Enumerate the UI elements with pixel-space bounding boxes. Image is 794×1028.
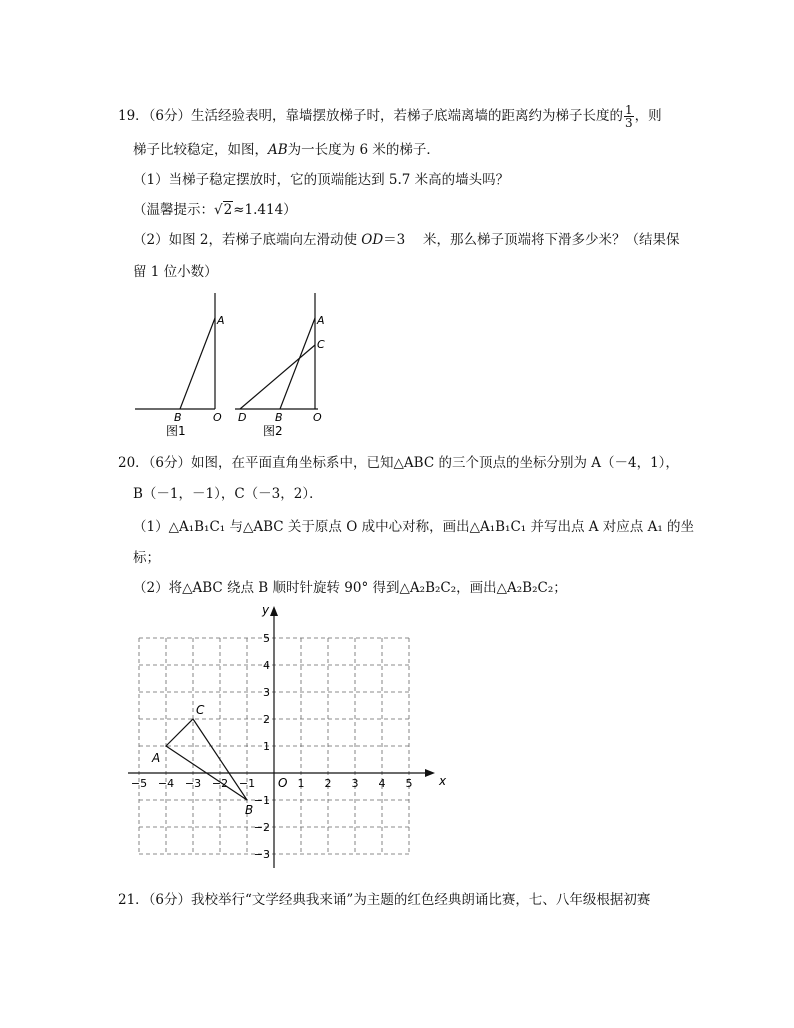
x-axis-arrow — [425, 769, 435, 777]
y-tick-label: 5 — [263, 632, 270, 645]
x-axis-label: x — [439, 774, 447, 788]
fig2-label-B: B — [275, 411, 283, 424]
fig1-ladder — [180, 318, 215, 409]
q19-number: 19．（6分） — [118, 108, 192, 124]
fig1-label-A: A — [217, 314, 225, 327]
point-label-A: A — [152, 751, 161, 765]
fig2-label-A: A — [317, 314, 325, 327]
q20-part2: （2）将△ABC 绕点 B 顺时针旋转 90° 得到△A₂B₂C₂，画出△A₂B₂C₂； — [133, 580, 567, 596]
q19-fraction: $\frac{1}{3}$ — [625, 103, 633, 130]
x-tick-label: 3 — [351, 777, 359, 790]
x-tick-label: 1 — [297, 777, 305, 790]
figure-1 — [135, 293, 215, 409]
q20-part1-cont: 标； — [133, 550, 160, 566]
y-axis-arrow — [270, 606, 278, 616]
y-tick-label: 1 — [263, 740, 270, 753]
x-tick-label: −3 — [184, 777, 202, 790]
fig1-label-O: O — [213, 411, 222, 424]
q19-line1 — [118, 104, 662, 129]
point-label-C: C — [196, 703, 205, 717]
q20-part1: （1）△A₁B₁C₁ 与△ABC 关于原点 O 成中心对称，画出△A₁B₁C₁ 并写出点 A 对应点 A₁ 的坐 — [133, 519, 695, 535]
y-tick-label: −3 — [253, 848, 270, 861]
fig1-caption: 图1 — [166, 424, 186, 438]
q20-line2: B（－1，－1），C（－3，2）． — [133, 486, 323, 502]
y-tick-label: 2 — [263, 713, 270, 726]
q21-number: 21．（6分） — [118, 892, 192, 908]
q19-intro-b: ，则 — [634, 108, 662, 124]
x-tick-label: −4 — [157, 777, 175, 790]
q19-intro-a: 生活经验表明，靠墙摆放梯子时，若梯子底端离墙的距离约为梯子长度的 — [191, 108, 624, 124]
triangle-abc — [166, 719, 247, 800]
q21-line1: 21．（6分）我校举行“文学经典我来诵”为主题的红色经典朗诵比赛，七、八年级根据初赛 — [118, 892, 651, 908]
x-tick-label: −1 — [238, 777, 256, 790]
q20-number: 20．（6分） — [118, 455, 192, 471]
q19-line2: 梯子比较稳定，如图，AB为一长度为 6 米的梯子． — [133, 142, 440, 158]
origin-label: O — [278, 776, 288, 790]
q19-figures — [130, 288, 330, 438]
fig2-label-C: C — [317, 338, 325, 351]
q19-part2-cont: 留 1 位小数） — [133, 264, 218, 280]
q20-coordinate-grid — [128, 604, 448, 874]
figure-2 — [235, 293, 318, 409]
y-tick-label: 4 — [263, 659, 270, 672]
y-tick-label: 3 — [263, 686, 270, 699]
q19-hint: （温馨提示：√2≈1.414） — [133, 202, 297, 218]
sqrt-symbol: √2 — [214, 202, 233, 218]
fig2-ladder-original — [280, 318, 315, 409]
x-tick-label: −5 — [130, 777, 148, 790]
x-tick-label: 2 — [324, 777, 332, 790]
fig2-label-O: O — [313, 411, 322, 424]
y-tick-label: −1 — [253, 794, 270, 807]
q19-part2: （2）如图 2，若梯子底端向左滑动使 OD＝3 米，那么梯子顶端将下滑多少米？（结果保 — [133, 232, 680, 248]
y-tick-label: −2 — [253, 821, 270, 834]
fig2-label-D: D — [238, 411, 247, 424]
point-label-B: B — [245, 803, 254, 817]
x-tick-label: −2 — [211, 777, 229, 790]
fig1-label-B: B — [174, 411, 182, 424]
x-tick-label: 5 — [405, 777, 413, 790]
q19-part1: （1）当梯子稳定摆放时，它的顶端能达到 5.7 米高的墙头吗？ — [133, 172, 510, 188]
q20-line1: 20．（6分）如图，在平面直角坐标系中，已知△ABC 的三个顶点的坐标分别为 A（－4，1）， — [118, 455, 679, 471]
fig2-ladder-slid — [240, 345, 315, 409]
y-axis-label: y — [262, 604, 270, 617]
fig2-caption: 图2 — [263, 424, 283, 438]
x-tick-label: 4 — [378, 777, 386, 790]
